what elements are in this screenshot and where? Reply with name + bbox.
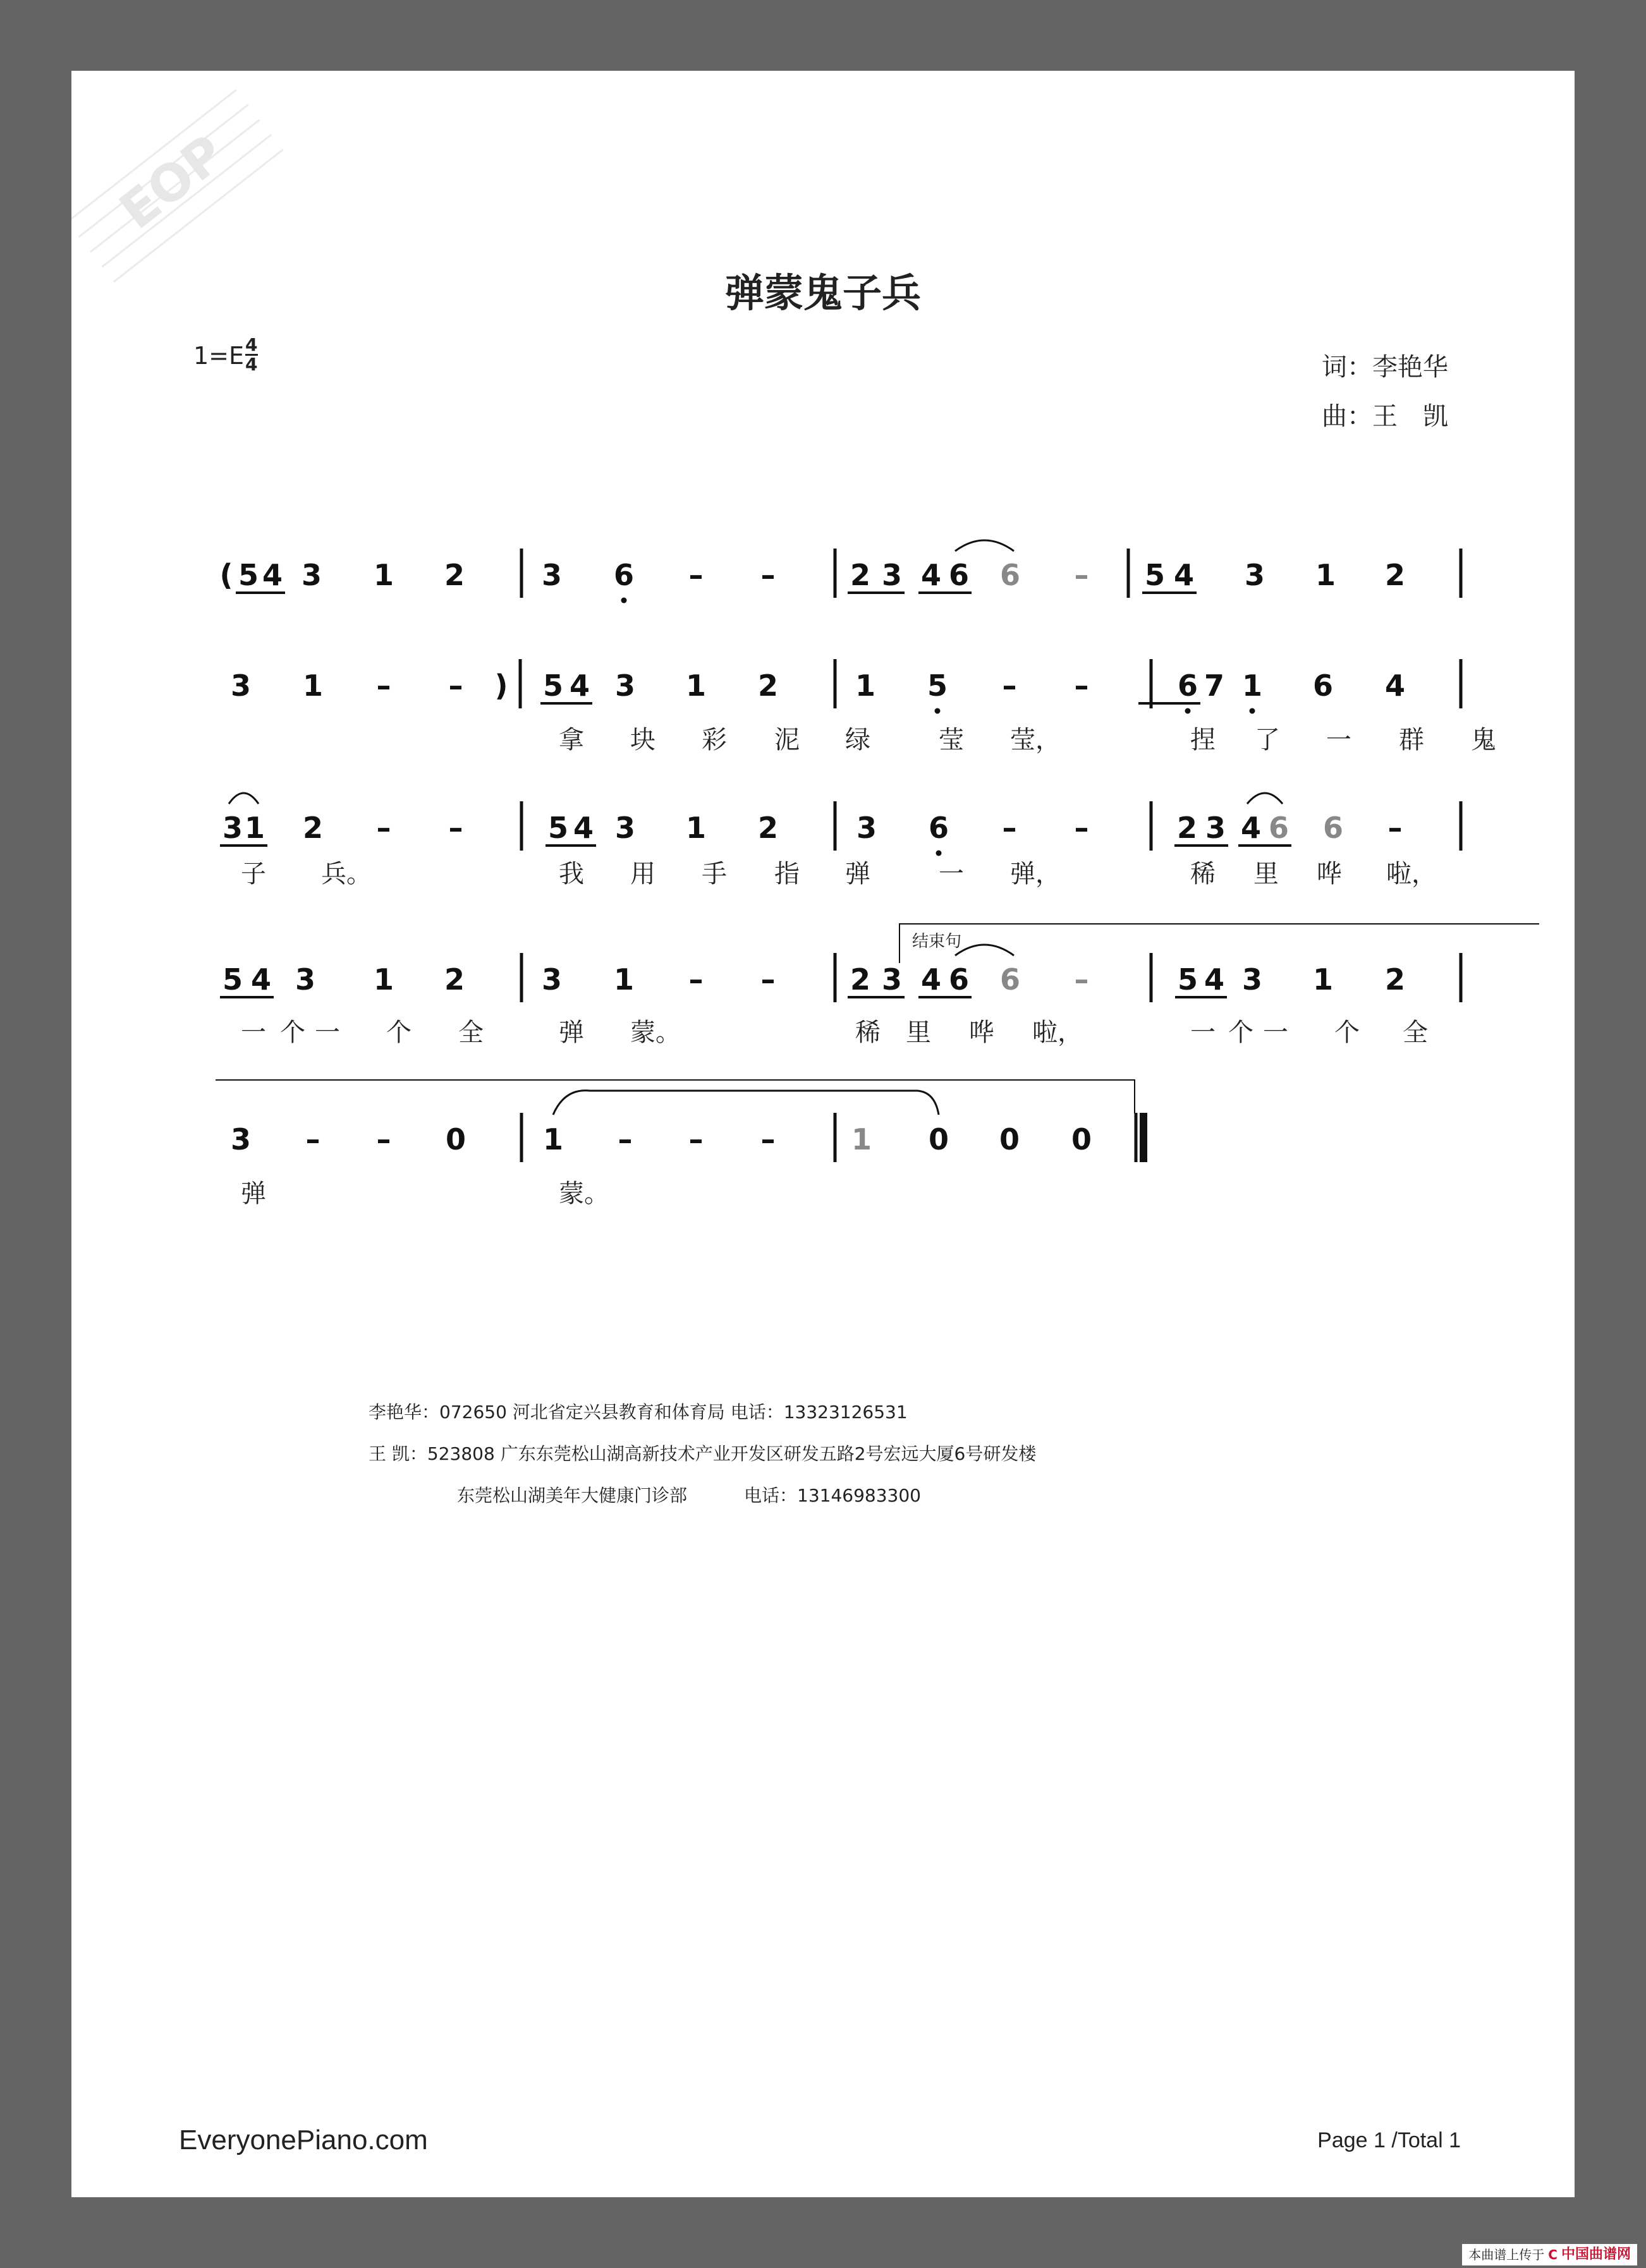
song-title: 弹蒙鬼子兵: [724, 270, 921, 316]
composer-row: [1322, 392, 1448, 441]
lyric-syllable: 啦，: [1032, 1018, 1083, 1047]
lyric-syllable: 鬼: [1471, 725, 1496, 755]
lyric-syllable: 一: [315, 1018, 340, 1047]
dash-note: –: [760, 962, 776, 997]
lyric-syllable: 拿: [559, 725, 584, 755]
note: 6: [1268, 811, 1289, 845]
note: 3: [614, 811, 636, 845]
lyric-syllable: 蒙。: [559, 1179, 609, 1208]
lyric-syllable: 稀: [855, 1018, 881, 1047]
lyric-syllable: 全: [1403, 1018, 1428, 1047]
note: 1: [1241, 669, 1263, 703]
note: 1: [1315, 558, 1336, 592]
contact-line-1: 李艳华：072650 河北省定兴县教育和体育局 电话：13323126531: [369, 1402, 908, 1422]
lyric-syllable: 一: [939, 859, 964, 888]
octave-dot: [1185, 708, 1191, 714]
lyric-syllable: 一: [241, 1018, 266, 1047]
composer-name: 王 凯: [1372, 402, 1448, 431]
lyric-syllable: 蒙。: [630, 1018, 681, 1047]
time-signature: [245, 336, 257, 373]
note: 3: [1241, 962, 1263, 997]
note: 6: [999, 962, 1021, 997]
note: 5: [222, 962, 243, 997]
credits: [1322, 343, 1448, 441]
eop-watermark-icon: [71, 90, 283, 282]
note: 3: [881, 558, 903, 592]
dash-note: –: [448, 811, 463, 845]
note: 1: [302, 669, 324, 703]
lyric-syllable: 子: [241, 859, 266, 888]
dash-note: –: [305, 1122, 320, 1156]
note: 2: [850, 558, 871, 592]
octave-dot: [1250, 708, 1255, 714]
dash-note: –: [760, 1122, 776, 1156]
note: 2: [757, 669, 779, 703]
note: 4: [1204, 962, 1225, 997]
note: 5: [927, 669, 948, 703]
note: 1: [855, 669, 876, 703]
note: 2: [1384, 558, 1406, 592]
score-page: [71, 71, 1575, 2197]
note: 5: [542, 669, 564, 703]
note: 3: [1205, 811, 1226, 845]
note: 3: [230, 669, 252, 703]
lyric-syllable: 弹，: [1010, 859, 1061, 888]
ending-bracket-close: [216, 1080, 1135, 1113]
note: 1: [1312, 962, 1334, 997]
lyric-syllable: 个: [280, 1018, 305, 1047]
note: 2: [1384, 962, 1406, 997]
dash-note: –: [688, 962, 704, 997]
note: 3: [222, 811, 243, 845]
lyric-syllable: 兵。: [321, 859, 372, 888]
site-logo-icon: C: [1548, 2247, 1558, 2262]
lyricist-name: 李艳华: [1372, 353, 1448, 382]
time-sig-top: 4: [245, 334, 258, 355]
tie-arc: [955, 540, 1014, 551]
key-prefix: 1=E: [193, 342, 245, 370]
dash-note: –: [688, 558, 704, 592]
composer-label: 曲：: [1322, 402, 1372, 431]
lyric-syllable: 泥: [774, 725, 800, 755]
lyric-syllable: 啦，: [1386, 859, 1437, 888]
time-sig-bottom: 4: [245, 354, 258, 375]
dash-note: –: [1074, 558, 1089, 592]
contact-place: 东莞松山湖美年大健康门诊部: [457, 1485, 688, 1506]
note: 5: [547, 811, 569, 845]
note: 4: [569, 669, 590, 703]
bracket: ): [494, 669, 508, 703]
note: 7: [1204, 669, 1225, 703]
octave-dot: [936, 851, 942, 856]
bracket: (: [219, 558, 233, 592]
note: 2: [757, 811, 779, 845]
note: 4: [920, 962, 942, 997]
lyric-syllable: 弹: [845, 859, 870, 888]
note: 1: [685, 811, 707, 845]
dash-note: –: [1002, 811, 1017, 845]
upload-brand: 中国曲谱网: [1561, 2247, 1631, 2262]
dash-note: –: [1387, 811, 1403, 845]
octave-dot: [935, 708, 941, 714]
note: 6: [613, 558, 635, 592]
lyric-syllable: 个: [1334, 1018, 1360, 1047]
watermark-text: EOP: [109, 123, 236, 241]
lyric-syllable: 群: [1399, 725, 1424, 755]
note: 3: [614, 669, 636, 703]
note: 6: [948, 962, 970, 997]
note: 4: [250, 962, 272, 997]
tie-arc: [955, 945, 1014, 955]
dash-note: –: [1074, 669, 1089, 703]
lyric-syllable: 块: [630, 725, 655, 755]
note: 0: [445, 1122, 466, 1156]
dash-note: –: [1074, 811, 1089, 845]
note: 1: [613, 962, 635, 997]
contact-line-3: [369, 1475, 1036, 1517]
lyricist-label: 词：: [1322, 353, 1372, 382]
note: 3: [230, 1122, 252, 1156]
tie-arc: [1247, 793, 1283, 804]
lyric-syllable: 莹，: [1010, 725, 1061, 755]
note: 5: [238, 558, 259, 592]
note: 6: [1322, 811, 1344, 845]
note: 1: [542, 1122, 564, 1156]
note: 4: [1173, 558, 1195, 592]
key-signature: [193, 334, 258, 376]
note: 6: [928, 811, 949, 845]
lyric-syllable: 稀: [1190, 859, 1216, 888]
lyric-syllable: 个: [1228, 1018, 1253, 1047]
lyric-syllable: 绿: [845, 725, 870, 755]
lyric-syllable: 彩: [702, 725, 727, 755]
note: 0: [1071, 1122, 1092, 1156]
lyric-syllable: 了: [1255, 725, 1280, 755]
note: 6: [1177, 669, 1198, 703]
note: 1: [685, 669, 707, 703]
note: 2: [444, 962, 465, 997]
note: 3: [541, 558, 563, 592]
note: 3: [301, 558, 322, 592]
note: 3: [1244, 558, 1265, 592]
dash-note: –: [1074, 962, 1089, 997]
note: 1: [244, 811, 265, 845]
note: 1: [851, 1122, 872, 1156]
page-number: Page 1 /Total 1: [1317, 2128, 1461, 2152]
note: 3: [881, 962, 903, 997]
upload-badge: [1462, 2244, 1637, 2265]
note: 0: [928, 1122, 949, 1156]
lyric-syllable: 哗: [969, 1018, 994, 1047]
note: 4: [1384, 669, 1406, 703]
note: 2: [850, 962, 871, 997]
note: 2: [444, 558, 465, 592]
note: 4: [573, 811, 594, 845]
note: 3: [295, 962, 316, 997]
long-tie-arc: [553, 1091, 939, 1115]
note: 1: [373, 558, 394, 592]
contact-phone: 电话：13146983300: [744, 1485, 921, 1506]
note: 6: [999, 558, 1021, 592]
note: 3: [856, 811, 877, 845]
lyric-syllable: 我: [559, 859, 584, 888]
lyricist-row: [1322, 343, 1448, 392]
lyric-syllable: 一: [1326, 725, 1351, 755]
dash-note: –: [618, 1122, 633, 1156]
lyric-syllable: 一: [1190, 1018, 1216, 1047]
note: 4: [920, 558, 942, 592]
octave-dot: [621, 598, 627, 603]
note: 2: [1176, 811, 1198, 845]
note: 2: [302, 811, 324, 845]
lyric-syllable: 里: [906, 1018, 931, 1047]
lyric-syllable: 一: [1263, 1018, 1288, 1047]
dash-note: –: [376, 811, 391, 845]
note: 0: [999, 1122, 1020, 1156]
contact-line-2: 王 凯：523808 广东东莞松山湖高新技术产业开发区研发五路2号宏远大厦6号研发楼: [369, 1443, 1037, 1464]
lyric-syllable: 里: [1253, 859, 1279, 888]
note: 5: [1144, 558, 1166, 592]
dash-note: –: [376, 1122, 391, 1156]
lyric-syllable: 个: [386, 1018, 411, 1047]
lyric-syllable: 捏: [1190, 725, 1216, 755]
lyric-syllable: 手: [702, 859, 727, 888]
ending-bracket: [899, 924, 1539, 963]
dash-note: –: [376, 669, 391, 703]
lyric-syllable: 莹: [939, 725, 964, 755]
dash-note: –: [760, 558, 776, 592]
note: 6: [1312, 669, 1334, 703]
dash-note: –: [688, 1122, 704, 1156]
lyric-syllable: 全: [458, 1018, 484, 1047]
note: 6: [948, 558, 970, 592]
tie-arc: [229, 793, 259, 804]
dash-note: –: [448, 669, 463, 703]
note: 3: [541, 962, 563, 997]
lyric-syllable: 弹: [559, 1018, 584, 1047]
ending-label: 结束句: [912, 932, 962, 951]
note: 4: [1240, 811, 1262, 845]
lyric-syllable: 指: [774, 859, 800, 888]
lyric-syllable: 哗: [1317, 859, 1342, 888]
note: 4: [262, 558, 283, 592]
site-name: EveryonePiano.com: [179, 2125, 428, 2156]
note: 1: [373, 962, 394, 997]
contact-info: [369, 1392, 1036, 1517]
upload-text: 本曲谱上传于: [1468, 2247, 1545, 2262]
dash-note: –: [1002, 669, 1017, 703]
lyric-syllable: 用: [630, 859, 655, 888]
note: 5: [1177, 962, 1198, 997]
lyric-syllable: 弹: [241, 1179, 266, 1208]
